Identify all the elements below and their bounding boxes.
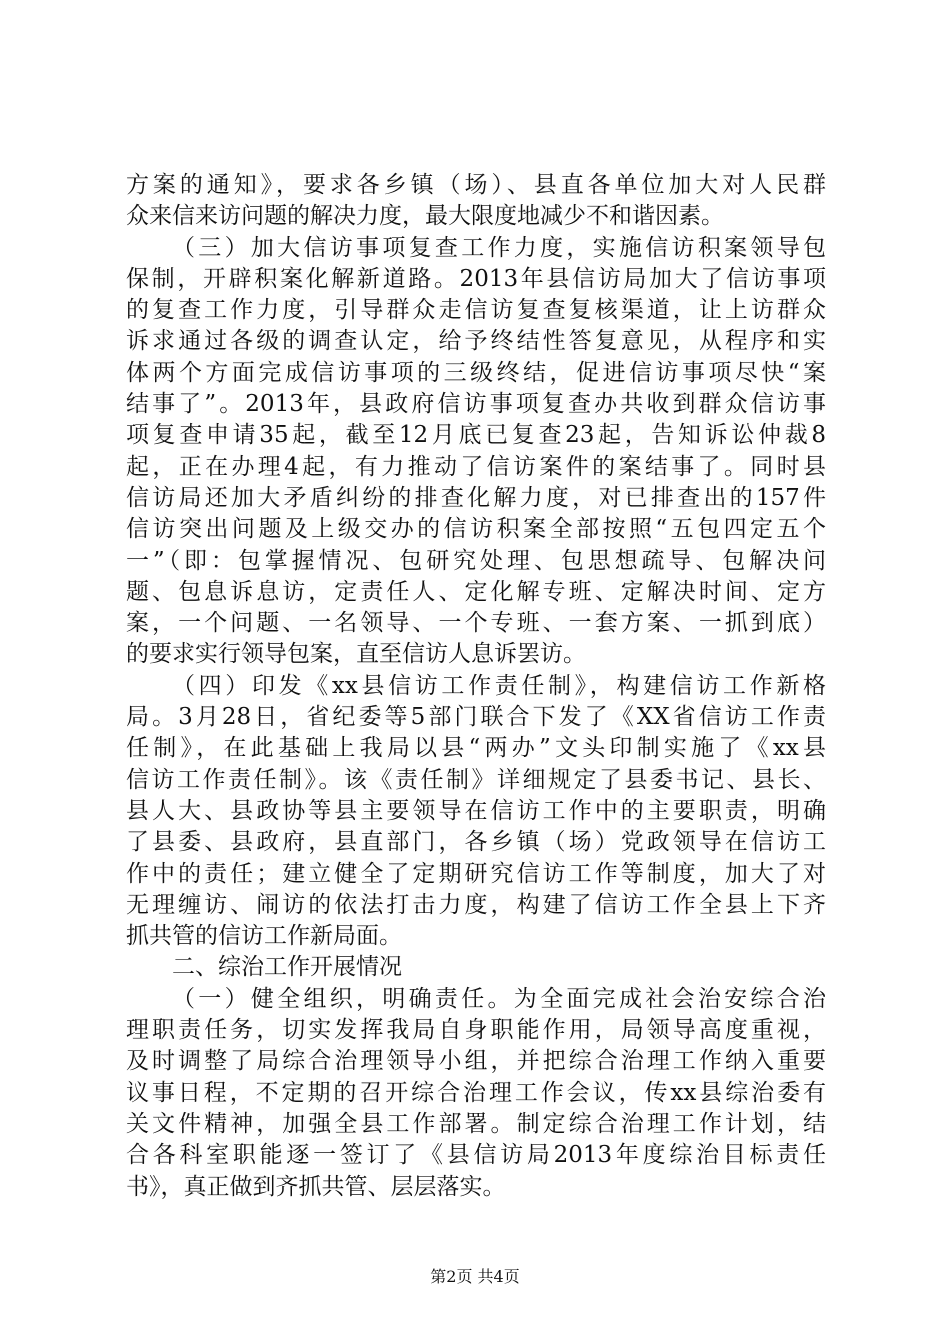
text-line: 一”（即：包掌握情况、包研究处理、包思想疏导、包解决问: [126, 547, 826, 574]
text-line: 议事日程，不定期的召开综合治理工作会议，传xx县综治委有: [126, 1079, 826, 1106]
text-line: 合各科室职能逐一签订了《县信访局2013年度综治目标责任: [126, 1142, 826, 1169]
text-line: 任制》，在此基础上我局以县“两办”文头印制实施了《xx县: [126, 735, 826, 762]
body-text: [126, 170, 826, 1203]
text-line: 项复查申请35起，截至12月底已复查23起，告知诉讼仲裁8: [126, 422, 826, 449]
text-line: 信访局还加大矛盾纠纷的排查化解力度，对已排查出的157件: [126, 484, 826, 511]
text-line: 作中的责任；建立健全了定期研究信访工作等制度，加大了对: [126, 860, 826, 887]
text-line: 的要求实行领导包案，直至信访人息诉罢访。: [126, 641, 586, 668]
text-line: 起，正在办理4起，有力推动了信访案件的案结事了。同时县: [126, 453, 826, 480]
text-line: 结事了”。2013年，县政府信访事项复查办共收到群众信访事: [126, 391, 826, 418]
text-line: （一）健全组织，明确责任。为全面完成社会治安综合治: [172, 985, 826, 1012]
text-line: （四）印发《xx县信访工作责任制》，构建信访工作新格: [172, 672, 826, 699]
text-line: 及时调整了局综合治理领导小组，并把综合治理工作纳入重要: [126, 1048, 826, 1075]
text-line: 信访突出问题及上级交办的信访积案全部按照“五包四定五个: [126, 516, 826, 543]
text-line: 局。3月28日，省纪委等5部门联合下发了《XX省信访工作责: [126, 704, 826, 731]
text-line: 无理缠访、闹访的依法打击力度，构建了信访工作全县上下齐: [126, 891, 826, 918]
text-line: 二、综治工作开展情况: [172, 954, 402, 981]
text-line: 体两个方面完成信访事项的三级终结，促进信访事项尽快“案: [126, 359, 826, 386]
text-line: 书》，真正做到齐抓共管、层层落实。: [126, 1173, 506, 1200]
text-line: 诉求通过各级的调查认定，给予终结性答复意见，从程序和实: [126, 328, 826, 355]
text-line: 关文件精神，加强全县工作部署。制定综合治理工作计划，结: [126, 1110, 826, 1137]
text-line: （三）加大信访事项复查工作力度，实施信访积案领导包: [172, 234, 826, 261]
text-line: 理职责任务，切实发挥我局自身职能作用，局领导高度重视，: [126, 1017, 826, 1044]
text-line: 抓共管的信访工作新局面。: [126, 923, 402, 950]
text-line: 题、包息诉息访，定责任人、定化解专班、定解决时间、定方: [126, 578, 826, 605]
text-line: 了县委、县政府，县直部门，各乡镇（场）党政领导在信访工: [126, 829, 826, 856]
page-footer: 第2页 共4页: [430, 1267, 520, 1286]
text-line: 方案的通知》，要求各乡镇（场）、县直各单位加大对人民群: [126, 172, 826, 198]
text-line: 保制，开辟积案化解新道路。2013年县信访局加大了信访事项: [126, 265, 826, 292]
text-line: 众来信来访问题的解决力度，最大限度地减少不和谐因素。: [126, 203, 724, 230]
text-line: 的复查工作力度，引导群众走信访复查复核渠道，让上访群众: [126, 297, 826, 324]
text-line: 案，一个问题、一名领导、一个专班、一套方案、一抓到底）: [126, 610, 826, 637]
text-line: 县人大、县政协等县主要领导在信访工作中的主要职责，明确: [126, 797, 826, 824]
text-line: 信访工作责任制》。该《责任制》详细规定了县委书记、县长、: [126, 766, 826, 793]
